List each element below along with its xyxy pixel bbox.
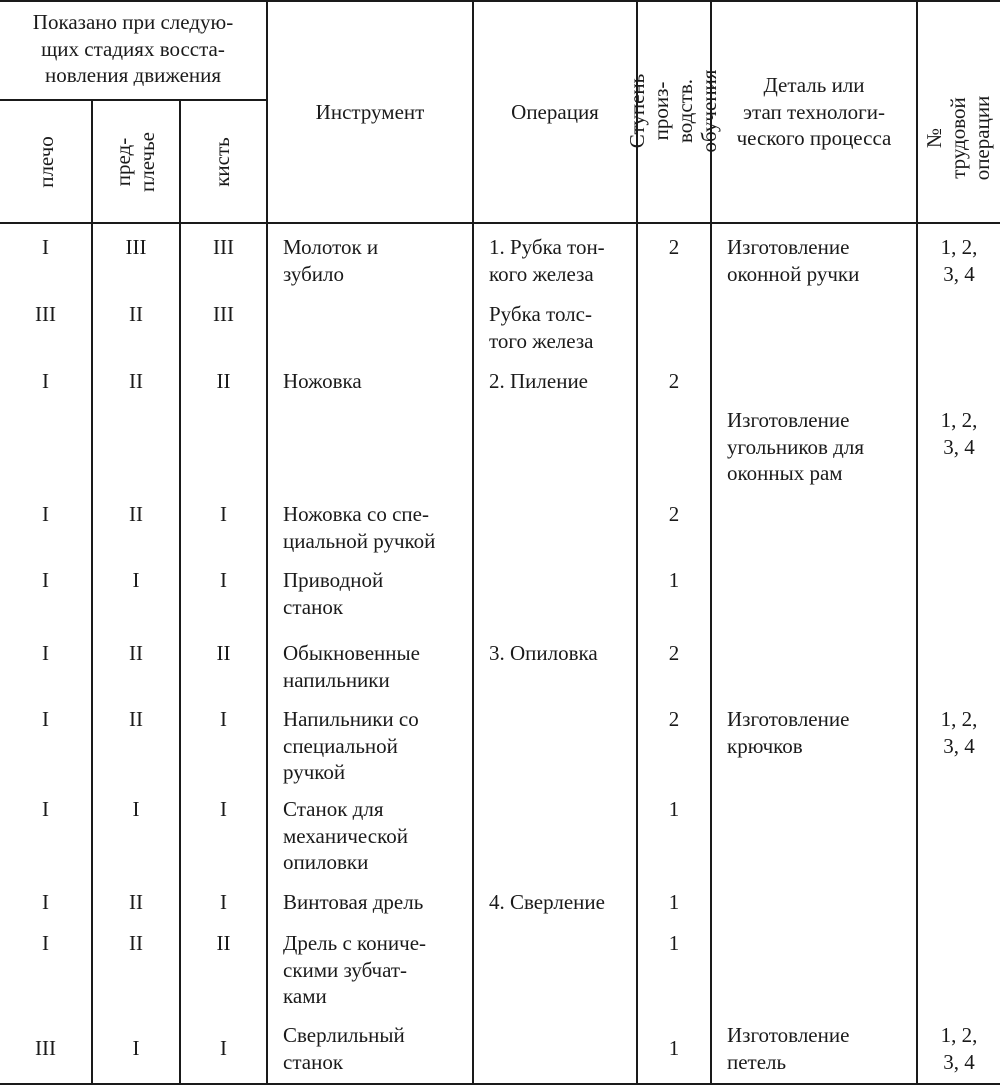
cell-shoulder: III [35, 1036, 56, 1060]
cell-shoulder: I [42, 931, 49, 955]
cell-operation: 3. Опиловка [489, 641, 598, 665]
header-bottom-rule [0, 222, 1000, 224]
header-instrument: Инструмент [315, 100, 425, 124]
cell-hand: I [220, 502, 227, 526]
header-shoulder: плечо [34, 136, 58, 188]
cell-hand: III [213, 302, 234, 326]
cell-forearm: III [125, 235, 147, 259]
col-rule [266, 0, 268, 1085]
cell-training-level: 1 [668, 797, 680, 821]
cell-forearm: II [129, 502, 143, 526]
cell-shoulder: I [42, 641, 49, 665]
cell-instrument: Ножовка [283, 369, 362, 393]
cell-training-level: 1 [668, 931, 680, 955]
cell-training-level: 1 [668, 890, 680, 914]
cell-operation: Рубка толс- того железа [489, 302, 594, 353]
cell-forearm: I [132, 797, 140, 821]
col-rule [636, 0, 638, 1085]
cell-instrument: Ножовка со спе- циальной ручкой [283, 502, 436, 553]
table-bottom-rule [0, 1083, 1000, 1085]
cell-forearm: II [129, 931, 143, 955]
cell-shoulder: I [42, 369, 49, 393]
cell-hand: I [220, 1036, 227, 1060]
header-operation-no: № трудовой операции [922, 95, 994, 181]
header-training-level: Ступень произ- водств. обучения [625, 69, 721, 153]
cell-operation-no: 1, 2, 3, 4 [940, 408, 978, 459]
cell-forearm: II [129, 369, 143, 393]
cell-training-level: 2 [668, 235, 680, 259]
cell-training-level: 1 [668, 568, 680, 592]
col-rule [916, 0, 918, 1085]
cell-shoulder: I [42, 707, 49, 731]
cell-instrument: Напильники со специальной ручкой [283, 707, 419, 784]
cell-hand: I [220, 890, 227, 914]
table-top-rule [0, 0, 1000, 2]
cell-instrument: Молоток и зубило [283, 235, 379, 286]
cell-instrument: Приводной станок [283, 568, 384, 619]
header-forearm: пред- плечье [111, 132, 159, 192]
cell-shoulder: III [35, 302, 56, 326]
cell-operation-no: 1, 2, 3, 4 [940, 235, 978, 286]
cell-detail: Изготовление угольников для оконных рам [727, 408, 864, 485]
cell-instrument: Обыкновенные напильники [283, 641, 420, 692]
cell-instrument: Винтовая дрель [283, 890, 424, 914]
header-operation: Операция [511, 100, 599, 124]
cell-forearm: II [129, 641, 143, 665]
cell-instrument: Станок для механической опиловки [283, 797, 408, 874]
cell-hand: I [220, 568, 227, 592]
col-rule [472, 0, 474, 1085]
cell-operation: 1. Рубка тон- кого железа [489, 235, 605, 286]
cell-instrument: Сверлильный станок [283, 1023, 405, 1074]
header-stages-group: Показано при следую- щих стадиях восста- новления движения [32, 10, 234, 87]
cell-detail: Изготовление крючков [727, 707, 850, 758]
cell-shoulder: I [42, 502, 49, 526]
cell-operation: 4. Сверление [489, 890, 605, 914]
cell-forearm: II [129, 707, 143, 731]
cell-hand: III [213, 235, 234, 259]
cell-hand: I [220, 797, 227, 821]
cell-hand: I [220, 707, 227, 731]
cell-operation-no: 1, 2, 3, 4 [940, 1023, 978, 1074]
cell-hand: II [216, 641, 231, 665]
cell-training-level: 1 [668, 1036, 680, 1060]
cell-forearm: I [132, 568, 140, 592]
stages-group-rule [0, 99, 268, 101]
cell-forearm: II [129, 302, 143, 326]
header-detail: Деталь или этап технологи- ческого процесса [736, 73, 892, 150]
cell-operation: 2. Пиление [489, 369, 589, 393]
header-hand: кисть [210, 137, 234, 187]
cell-shoulder: I [42, 235, 49, 259]
cell-shoulder: I [42, 797, 49, 821]
col-rule [710, 0, 712, 1085]
cell-shoulder: I [42, 890, 49, 914]
cell-training-level: 2 [668, 502, 680, 526]
cell-detail: Изготовление оконной ручки [727, 235, 860, 286]
cell-detail: Изготовление петель [727, 1023, 850, 1074]
cell-training-level: 2 [668, 641, 680, 665]
cell-operation-no: 1, 2, 3, 4 [940, 707, 978, 758]
cell-hand: II [216, 931, 231, 955]
cell-training-level: 2 [668, 707, 680, 731]
cell-hand: II [216, 369, 231, 393]
cell-training-level: 2 [668, 369, 680, 393]
cell-shoulder: I [42, 568, 49, 592]
cell-instrument: Дрель с кониче- скими зубчат- ками [283, 931, 427, 1008]
cell-forearm: II [129, 890, 143, 914]
cell-forearm: I [132, 1036, 140, 1060]
